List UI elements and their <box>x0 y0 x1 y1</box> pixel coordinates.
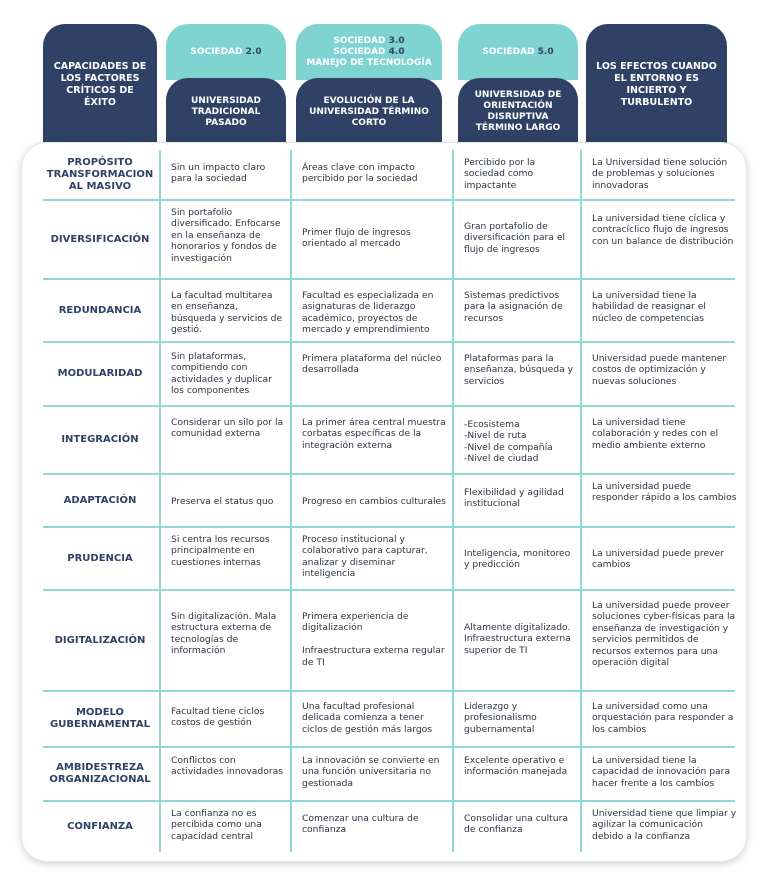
table-cell: La universidad tiene la habilidad de reasignar el núcleo de competencias <box>592 290 706 324</box>
table-cell: Consolidar una cultura de confianza <box>464 813 568 836</box>
table-cell: Sin plataformas, compitiendo con actividades y duplicar los componentes <box>171 351 272 397</box>
table-cell: La universidad tiene la capacidad de innovación para hacer frente a los cambios <box>592 755 731 789</box>
row-label-prudencia: PRUDENCIA <box>67 552 133 564</box>
table-cell: Universidad puede mantener costos de optimización y nuevas soluciones <box>592 353 727 387</box>
header-universidad-tradicional: UNIVERSIDAD TRADICIONAL PASADO <box>166 78 286 146</box>
table-cell: Facultad es especializada en asignaturas de liderazgo académico, proyectos de mercado y emprendimiento <box>302 290 434 336</box>
table-cell: Progreso en cambios culturales <box>302 496 446 507</box>
table-cell: Áreas clave con impacto percibido por la sociedad <box>302 162 418 185</box>
table-cell: Liderazgo y profesionalismo gubernamental <box>464 701 537 735</box>
table-cell: Primera plataforma del núcleo desarrollada <box>302 353 442 376</box>
table-cell: La confianza no es percibida como una capacidad central <box>171 808 262 842</box>
header-universidad-disruptiva: UNIVERSIDAD DE ORIENTACIÓN DISRUPTIVA TÉRMINO LARGO <box>458 78 578 146</box>
table-cell: Plataformas para la enseñanza, búsqueda y servicios <box>464 353 574 387</box>
table-cell: Si centra los recursos principalmente en cuestiones internas <box>171 534 270 568</box>
table-cell: La facultad multitarea en enseñanza, búsqueda y servicios de gestió. <box>171 290 283 336</box>
table-cell: La universidad tiene colaboración y redes con el medio ambiente externo <box>592 417 719 451</box>
table-cell: Comenzar una cultura de confianza <box>302 813 419 836</box>
table-cell: Preserva el status quo <box>171 496 274 507</box>
table-cell: Facultad tiene ciclos costos de gestión <box>171 706 265 729</box>
table-cell: Gran portafolio de diversificación para el flujo de ingresos <box>464 221 566 255</box>
header-sociedad-3-4: SOCIEDAD 3.0 SOCIEDAD 4.0 MANEJO DE TECNOLOGÍA <box>296 24 442 80</box>
table-cell: Flexibilidad y agilidad institucional <box>464 487 564 510</box>
header-capacidades: CAPACIDADES DE LOS FACTORES CRÍTICOS DE ÉXITO <box>43 24 157 146</box>
table-cell: Percibido por la sociedad como impactante <box>464 157 536 191</box>
header-sociedad-2-0: SOCIEDAD 2.0 <box>166 24 286 80</box>
table-cell: La universidad puede proveer soluciones cyber-físicas para la enseñanza de investigación y servicios permitidos de recursos externos para una operación digital <box>592 600 736 669</box>
table-cell: Sin portafolio diversificado. Enfocarse en la enseñanza de honorarios y fondos de investigación <box>171 207 281 264</box>
table-cell: La primer área central muestra corbatas específicas de la integración externa <box>302 417 446 451</box>
table-cell: -Ecosistema -Nivel de ruta -Nivel de compañía -Nivel de ciudad <box>464 419 553 465</box>
table-cell: Excelente operativo e información manejada <box>464 755 568 778</box>
table-cell: La innovación se convierte en una función universitaria no gestionada <box>302 755 440 789</box>
table-cell: Altamente digitalizado. Infraestructura externa superior de TI <box>464 622 571 656</box>
table-cell: Proceso institucional y colaborativo para capturar, analizar y diseminar inteligencia <box>302 534 428 580</box>
row-label-diversificacion: DIVERSIFICACIÓN <box>50 233 150 245</box>
table-cell: La Universidad tiene solución de problemas y soluciones innovadoras <box>592 157 728 191</box>
row-label-modularidad: MODULARIDAD <box>57 368 143 379</box>
table-cell: Universidad tiene que limpiar y agilizar la comunicación debido a la confianza <box>592 808 737 842</box>
row-label-digitalizacion: DIGITALIZACIÓN <box>54 634 146 646</box>
row-label-modelo-gubernamental: MODELO GUBERNAMENTAL <box>50 707 150 730</box>
table-cell: Inteligencia, monitoreo y predicción <box>464 548 571 571</box>
table-cell: La universidad puede prever cambios <box>592 548 724 571</box>
row-label-confianza: CONFIANZA <box>67 821 133 832</box>
table-cell: Una facultad profesional delicada comienza a tener ciclos de gestión más largos <box>302 701 433 735</box>
table-cell: Primer flujo de ingresos orientado al mercado <box>302 227 411 250</box>
header-sociedad-5-0: SOCIEDAD 5.0 <box>458 24 578 80</box>
row-label-redundancia: REDUNDANCIA <box>58 304 142 316</box>
table-cell: Sin un impacto claro para la sociedad <box>171 162 266 185</box>
row-label-adaptacion: ADAPTACIÓN <box>63 494 137 506</box>
table-cell: Sistemas predictivos para la asignación de recursos <box>464 290 563 324</box>
table-cell: La universidad puede responder rápido a los cambios <box>592 481 737 504</box>
table-cell: Considerar un silo por la comunidad externa <box>171 417 284 440</box>
table-cell: La universidad como una orquestación para responder a los cambios <box>592 701 734 735</box>
header-efectos: LOS EFECTOS CUANDO EL ENTORNO ES INCIERTO Y TURBULENTO <box>586 24 727 146</box>
row-label-proposito: PROPÓSITO TRANSFORMACION AL MASIVO <box>46 156 154 192</box>
table-cell: La universidad tiene cíclica y contracíclico flujo de ingresos con un balance de distribución <box>592 213 734 247</box>
table-cell: Sin digitalización. Mala estructura externa de tecnologías de información <box>171 611 277 657</box>
header-evolucion-universidad: EVOLUCIÓN DE LA UNIVERSIDAD TÉRMINO CORTO <box>296 78 442 146</box>
row-label-ambidestreza: AMBIDESTREZA ORGANIZACIONAL <box>49 762 151 785</box>
row-label-integracion: INTEGRACIÓN <box>61 434 139 445</box>
table-cell: Primera experiencia de digitalización Infraestructura externa regular de TI <box>302 611 445 668</box>
table-cell: Conflictos con actividades innovadoras <box>171 755 284 778</box>
